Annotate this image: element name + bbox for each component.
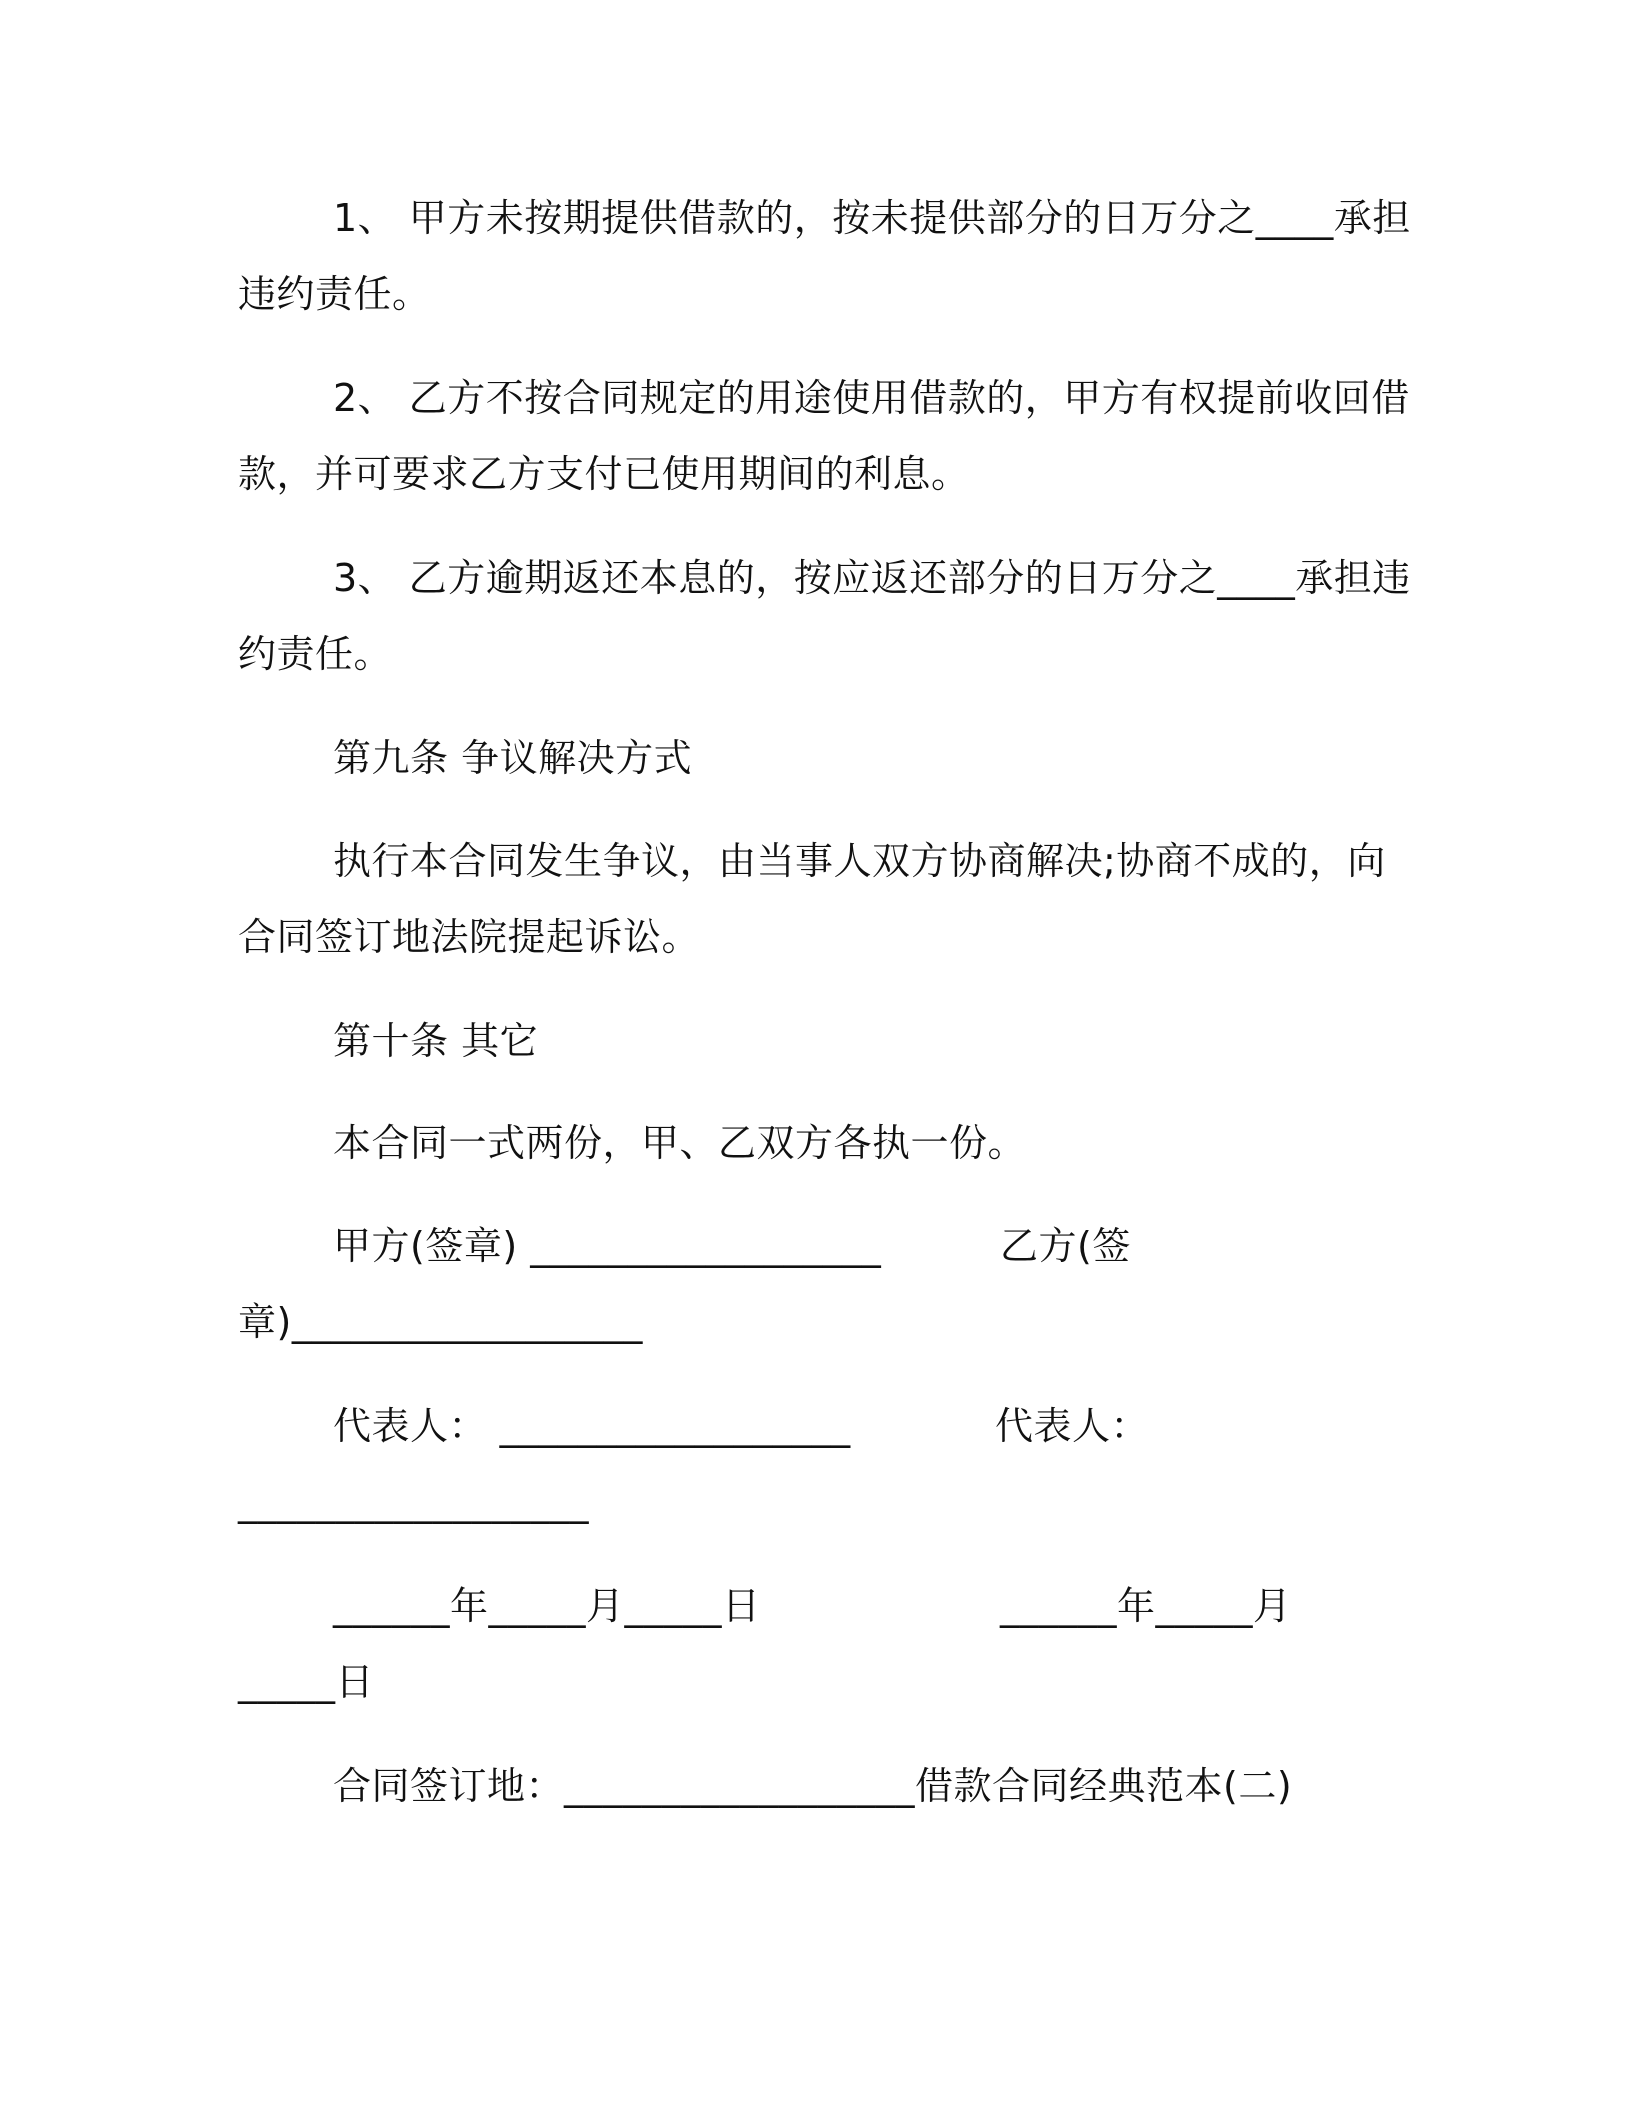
clause-3-line-1: 3、 乙方逾期返还本息的，按应返还部分的日万分之____承担违 — [333, 556, 1411, 600]
clause-2-line-2: 款，并可要求乙方支付已使用期间的利息。 — [238, 452, 970, 496]
clause-1-line-2: 违约责任。 — [238, 272, 431, 316]
signature-party-a: 甲方(签章) __________________ — [333, 1224, 882, 1268]
article-10-heading: 第十条 其它 — [333, 1019, 539, 1063]
representative-b-line: __________________ — [238, 1480, 589, 1524]
representative-b-label: 代表人： — [995, 1404, 1150, 1448]
representative-a: 代表人： __________________ — [333, 1404, 851, 1448]
clause-3-line-2: 约责任。 — [238, 632, 393, 676]
signature-party-b-line: 章)__________________ — [238, 1300, 643, 1344]
date-party-b-line-2: _____日 — [238, 1660, 375, 1704]
clause-2-line-1: 2、 乙方不按合同规定的用途使用借款的，甲方有权提前收回借 — [333, 376, 1410, 420]
date-party-a: ______年_____月_____日 — [333, 1584, 761, 1628]
article-9-line-1: 执行本合同发生争议，由当事人双方协商解决;协商不成的，向 — [333, 839, 1386, 883]
article-10-body: 本合同一式两份，甲、乙双方各执一份。 — [333, 1121, 1027, 1165]
date-party-b-line-1: ______年_____月 — [1000, 1584, 1292, 1628]
article-9-line-2: 合同签订地法院提起诉讼。 — [238, 915, 701, 959]
clause-1-line-1: 1、 甲方未按期提供借款的，按未提供部分的日万分之____承担 — [333, 196, 1411, 240]
signing-place: 合同签订地：__________________借款合同经典范本(二) — [333, 1764, 1293, 1808]
article-9-heading: 第九条 争议解决方式 — [333, 736, 693, 780]
signature-party-b-label: 乙方(签 — [1000, 1224, 1131, 1268]
